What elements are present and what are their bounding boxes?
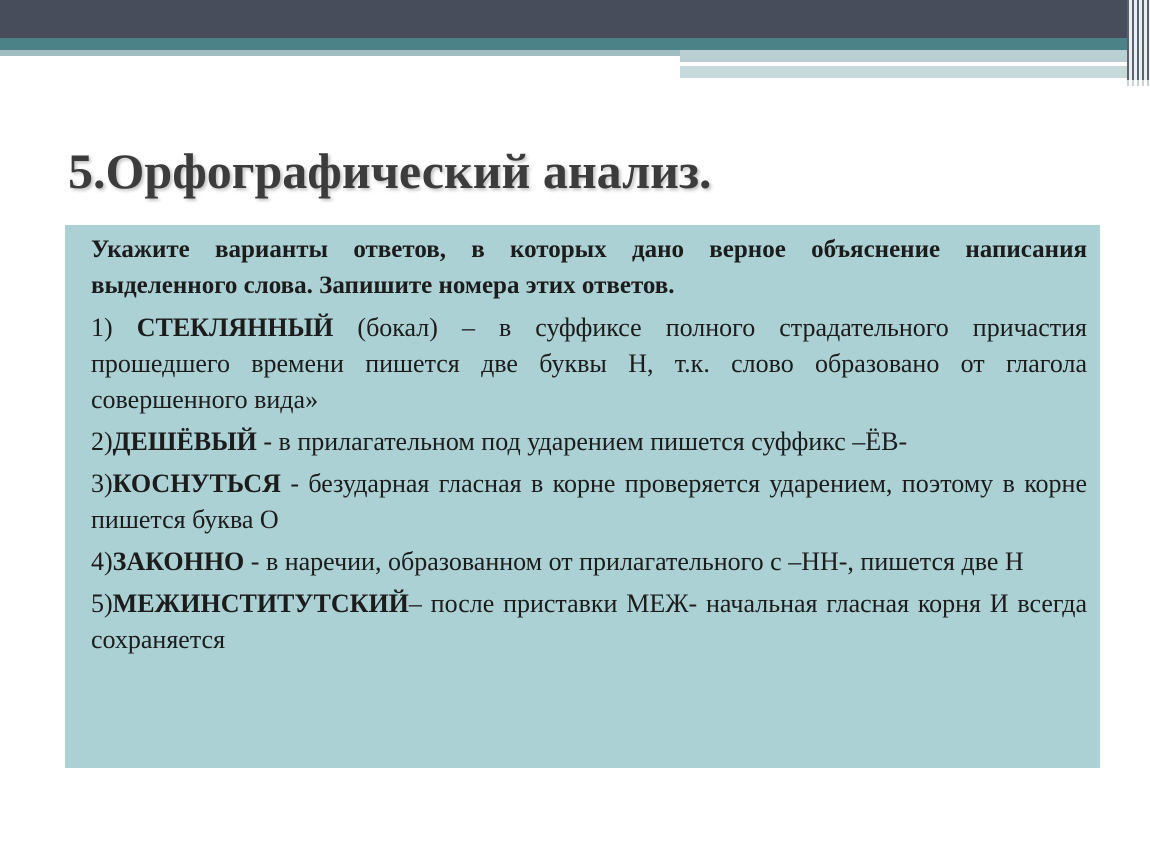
answer-explanation: - в наречии, образованном от прилагательного с –НН-, пишется две Н — [244, 547, 1024, 576]
header-divider-line — [680, 62, 1065, 65]
task-intro: Укажите варианты ответов, в которых дано верное объяснение написания выделенного слова. Запишите номера этих ответов. — [91, 236, 1087, 299]
answer-number: 2) — [91, 427, 113, 456]
answer-number: 1) — [91, 313, 137, 342]
header-light-band-lower — [680, 66, 1127, 78]
answer-item-4 — [91, 544, 1087, 580]
highlighted-word: МЕЖИНСТИТУТСКИЙ — [112, 589, 409, 618]
decorative-stripes — [1127, 0, 1150, 80]
slide-title: 5.Орфографический анализ. — [68, 143, 712, 199]
answer-item-1 — [91, 310, 1087, 418]
highlighted-word: ДЕШЁВЫЙ — [112, 427, 257, 456]
answer-item-5 — [91, 586, 1087, 658]
header-light-band-right — [680, 50, 1127, 62]
answer-number: 4) — [91, 547, 113, 576]
answer-item-3 — [91, 466, 1087, 538]
header-dark-band — [0, 0, 1127, 38]
answer-number: 3) — [91, 469, 113, 498]
answer-number: 5) — [91, 589, 113, 618]
highlighted-word: ЗАКОННО — [112, 547, 245, 576]
answer-explanation: - в прилагательном под ударением пишется суффикс –ЁВ- — [256, 427, 908, 456]
highlighted-word: КОСНУТЬСЯ — [112, 469, 281, 498]
decorative-stripes-lower — [1127, 80, 1150, 86]
answer-explanation: – после приставки МЕЖ- начальная гласная корня И всегда сохраняется — [91, 589, 1087, 654]
answer-item-2 — [91, 424, 1087, 460]
highlighted-word: СТЕКЛЯННЫЙ — [136, 313, 334, 342]
answer-explanation: - безударная гласная в корне проверяется ударением, поэтому в корне пишется буква О — [91, 469, 1087, 534]
answer-explanation: (бокал) – в суффиксе полного страдательного причастия прошедшего времени пишется две буквы Н, т.к. слово образовано от глагола совершенного вида» — [91, 313, 1087, 414]
task-body — [91, 232, 1087, 664]
header-teal-band — [0, 38, 1127, 50]
header-light-band — [0, 50, 680, 56]
